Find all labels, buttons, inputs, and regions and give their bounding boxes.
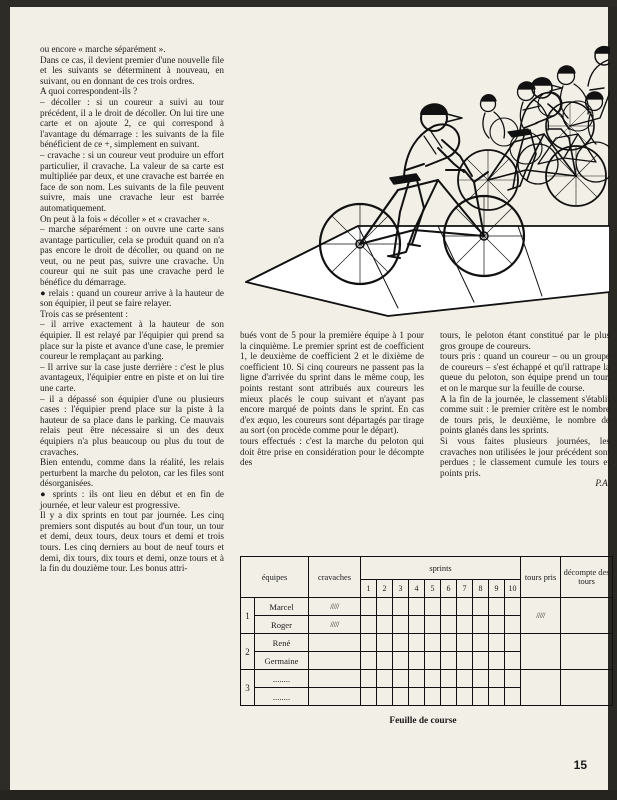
sprint-cell[interactable] [377, 598, 393, 616]
sprint-cell[interactable] [361, 598, 377, 616]
paragraph: – décoller : si un coureur a suivi au tour précédent, il a le droit de décoller. On lui tire une carte et on ajoute 2, ce qui correspond à l'avantage du démarrage : les suivants de la file bénéficient de ce +, simplement en suivant. [40, 96, 224, 150]
rider-name: Roger [255, 616, 309, 634]
paragraph: A quoi correspondent-ils ? [40, 86, 138, 97]
race-sheet-table [240, 556, 613, 706]
sprint-cell[interactable] [425, 616, 441, 634]
rider-name: Marcel [255, 598, 309, 616]
sprint-cell[interactable] [441, 652, 457, 670]
paragraph: Bien entendu, comme dans la réalité, les relais perturbent la marche du peloton, car les files sont désorganisées. [40, 457, 224, 489]
sprint-cell[interactable] [473, 670, 489, 688]
sprint-cell[interactable] [393, 652, 409, 670]
sprint-cell[interactable] [489, 688, 505, 706]
sprint-number: 6 [441, 580, 457, 598]
paragraph: Trois cas se présentent : [40, 308, 128, 319]
sprint-number: 7 [457, 580, 473, 598]
paragraph: ou encore « marche séparément ». [40, 44, 166, 54]
sprint-cell[interactable] [393, 616, 409, 634]
rider-name: ........ [255, 670, 309, 688]
sprint-cell[interactable] [473, 688, 489, 706]
paragraph: On peut à la fois « décoller » et « cravacher ». [40, 213, 210, 224]
tours-pris-cell[interactable] [521, 634, 561, 670]
sprint-cell[interactable] [393, 634, 409, 652]
sprint-cell[interactable] [361, 616, 377, 634]
table-row[interactable] [241, 634, 613, 652]
sprint-cell[interactable] [505, 634, 521, 652]
cravaches-cell[interactable]: ///// [309, 616, 361, 634]
article-column-right [440, 330, 610, 489]
sprint-cell[interactable] [441, 688, 457, 706]
sprint-cell[interactable] [425, 598, 441, 616]
scan-edge-left [0, 0, 10, 800]
table-caption: Feuille de course [389, 716, 457, 726]
sprint-cell[interactable] [457, 688, 473, 706]
rider-name: ........ [255, 688, 309, 706]
sprint-cell[interactable] [409, 688, 425, 706]
sprint-cell[interactable] [473, 616, 489, 634]
sprint-cell[interactable] [377, 652, 393, 670]
rider-name: Germaine [255, 652, 309, 670]
sprint-cell[interactable] [425, 652, 441, 670]
paragraph: tours pris : quand un coureur – ou un groupe de coureurs – s'est échappé et qu'il rattrape la queue du peloton, son équipe prend un tour, et on le marque sur la feuille de course. [440, 351, 610, 393]
sprint-cell[interactable] [377, 634, 393, 652]
sprint-cell[interactable] [377, 688, 393, 706]
sprint-cell[interactable] [377, 670, 393, 688]
sprint-cell[interactable] [489, 634, 505, 652]
paragraph: bués vont de 5 pour la première équipe à 1 pour la cinquième. Le premier sprint est de coefficient 1, le deuxième de coefficient 2 et le dixième de coefficient 10. Si cinq coureurs ne passent pas la ligne d'arrivée du sprint dans le même coup, les points restant sont attribués aux coureurs les mieux placés le coup suivant et n'ayant pas encore marqué de points dans le sprint. En cas d'ex æquo, les coureurs sont départagés par tirage au sort (on procède comme pour le départ). [240, 330, 424, 436]
sprint-cell[interactable] [441, 634, 457, 652]
sprint-cell[interactable] [393, 670, 409, 688]
sprint-cell[interactable] [457, 670, 473, 688]
rider-name: René [255, 634, 309, 652]
table-row[interactable] [241, 670, 613, 688]
sprint-cell[interactable] [489, 598, 505, 616]
sprint-cell[interactable] [505, 652, 521, 670]
sprint-number: 10 [505, 580, 521, 598]
sprint-cell[interactable] [409, 634, 425, 652]
sprint-number: 8 [473, 580, 489, 598]
scan-edge-top [0, 0, 617, 7]
sprint-number: 2 [377, 580, 393, 598]
sprint-cell[interactable] [393, 688, 409, 706]
decompte-cell[interactable] [561, 670, 613, 706]
paragraph: Dans ce cas, il devient premier d'une nouvelle file et les suivants se déterminent à nouveau, en suivant, ou en donnant de ces trois ordres. [40, 54, 224, 86]
paragraph: tours effectués : c'est la marche du peloton qui doit être prise en considération pour le décompte des [240, 435, 424, 468]
paragraph: Si vous faites plusieurs journées, les cravaches non utilisées le jour précédent sont perdues ; le classement cumule les tours et points pris. [440, 435, 610, 478]
cravaches-cell[interactable] [309, 688, 361, 706]
sprint-cell[interactable] [393, 598, 409, 616]
cravaches-cell[interactable] [309, 670, 361, 688]
sprint-cell[interactable] [361, 652, 377, 670]
tours-pris-cell[interactable]: ///// [521, 598, 561, 634]
page-content [12, 10, 610, 790]
article-column-left [40, 44, 224, 574]
sprint-cell[interactable] [361, 670, 377, 688]
sprint-cell[interactable] [425, 670, 441, 688]
paragraph: – il arrive exactement à la hauteur de son équipier. Il est relayé par l'équipier qui prend sa place sur la piste et avance d'une case, le premier coureur le remplaçant au parking. [40, 319, 224, 362]
sprint-cell[interactable] [377, 616, 393, 634]
sprint-cell[interactable] [409, 616, 425, 634]
header-sprints: sprints [361, 557, 521, 580]
table-header-row [241, 557, 613, 580]
sprint-cell[interactable] [409, 652, 425, 670]
sprint-cell[interactable] [361, 634, 377, 652]
sprint-number: 1 [361, 580, 377, 598]
header-cravaches: cravaches [309, 557, 361, 598]
paragraph: ● relais : quand un coureur arrive à la hauteur de son équipier, il peut se faire relayer. [40, 287, 224, 309]
sprint-cell[interactable] [473, 598, 489, 616]
sprint-cell[interactable] [441, 616, 457, 634]
sprint-number: 3 [393, 580, 409, 598]
sprint-cell[interactable] [361, 688, 377, 706]
sprint-number: 5 [425, 580, 441, 598]
tours-pris-cell[interactable] [521, 670, 561, 706]
sprint-cell[interactable] [489, 616, 505, 634]
sprint-cell[interactable] [473, 634, 489, 652]
sprint-cell[interactable] [505, 616, 521, 634]
sprint-number: 9 [489, 580, 505, 598]
article-column-middle [240, 330, 424, 468]
sprint-cell[interactable] [489, 670, 505, 688]
paragraph: – il a dépassé son équipier d'une ou plusieurs cases : l'équipier prend place sur la piste à la hauteur de sa place dans le parking. Ce mauvais relais peut être nécessaire si un des deux équipiers n'a plus beaucoup ou plus du tout de cravaches. [40, 393, 224, 457]
header-tours-pris: tours pris [521, 557, 561, 598]
sprint-cell[interactable] [441, 670, 457, 688]
sprint-cell[interactable] [457, 652, 473, 670]
cravaches-cell[interactable] [309, 634, 361, 652]
sprint-cell[interactable] [457, 616, 473, 634]
paragraph: A la fin de la journée, le classement s'établit comme suit : le premier critère est le nombre de tours pris, le deuxième, le nombre de points glanés dans les sprints. [440, 393, 610, 436]
sprint-cell[interactable] [505, 670, 521, 688]
cyclists-peloton-illustration [238, 30, 610, 318]
paragraph: ● sprints : ils ont lieu en début et en fin de journée, et leur valeur est progressive. [40, 488, 224, 510]
sprint-number: 4 [409, 580, 425, 598]
sprint-cell[interactable] [473, 652, 489, 670]
sprint-cell[interactable] [457, 598, 473, 616]
sprint-cell[interactable] [505, 598, 521, 616]
team-number: 1 [241, 598, 255, 634]
sprint-cell[interactable] [489, 652, 505, 670]
paragraph: Il y a dix sprints en tout par journée. Les cinq premiers sont disputés au bout d'un tour, un tour et demi, deux tours, deux tours et demi et trois tours. Les cinq derniers au bout de neuf tours et demi, dix tours, dix tours et demi, onze tours et à la fin du douzième tour. Les bonus attri- [40, 510, 224, 574]
header-equipes: équipes [241, 557, 309, 598]
sprint-cell[interactable] [425, 688, 441, 706]
sprint-cell[interactable] [425, 634, 441, 652]
paragraph: – cravache : si un coureur veut produire un effort particulier, il cravache. La valeur de sa carte est multipliée par deux, et une cravache est barrée en face de son nom. Les suivants de la file peuvent suivre, mais une cravache leur est barrée automatiquement. [40, 149, 224, 213]
author-signature: P.A. [595, 478, 610, 489]
sprint-cell[interactable] [409, 598, 425, 616]
sprint-cell[interactable] [441, 598, 457, 616]
sprint-cell[interactable] [505, 688, 521, 706]
table-row[interactable] [241, 598, 613, 616]
cravaches-cell[interactable]: ///// [309, 598, 361, 616]
paragraph: tours, le peloton étant constitué par le plus gros groupe de coureurs. [440, 330, 610, 351]
paragraph: – Il arrive sur la case juste derrière : c'est le plus avantageux, l'équipier entre en piste et on lui tire une carte. [40, 361, 224, 393]
decompte-cell[interactable] [561, 598, 613, 634]
scan-edge-bottom [0, 790, 617, 800]
team-number: 2 [241, 634, 255, 670]
team-number: 3 [241, 670, 255, 706]
sprint-cell[interactable] [409, 670, 425, 688]
paragraph: – marche séparément : on ouvre une carte sans avantage particulier, cela se produit quand on n'a pas encore le droit de décoller, ou quand on ne veut, ou ne peut pas, suivre une cravache. Un coureur qui ne suit pas une cravache perd le bénéfice du démarrage. [40, 224, 224, 288]
race-sheet [240, 556, 610, 726]
header-decompte-tours: décompte des tours [561, 557, 613, 598]
page-number: 15 [573, 758, 587, 772]
decompte-cell[interactable] [561, 634, 613, 670]
cravaches-cell[interactable] [309, 652, 361, 670]
sprint-cell[interactable] [457, 634, 473, 652]
